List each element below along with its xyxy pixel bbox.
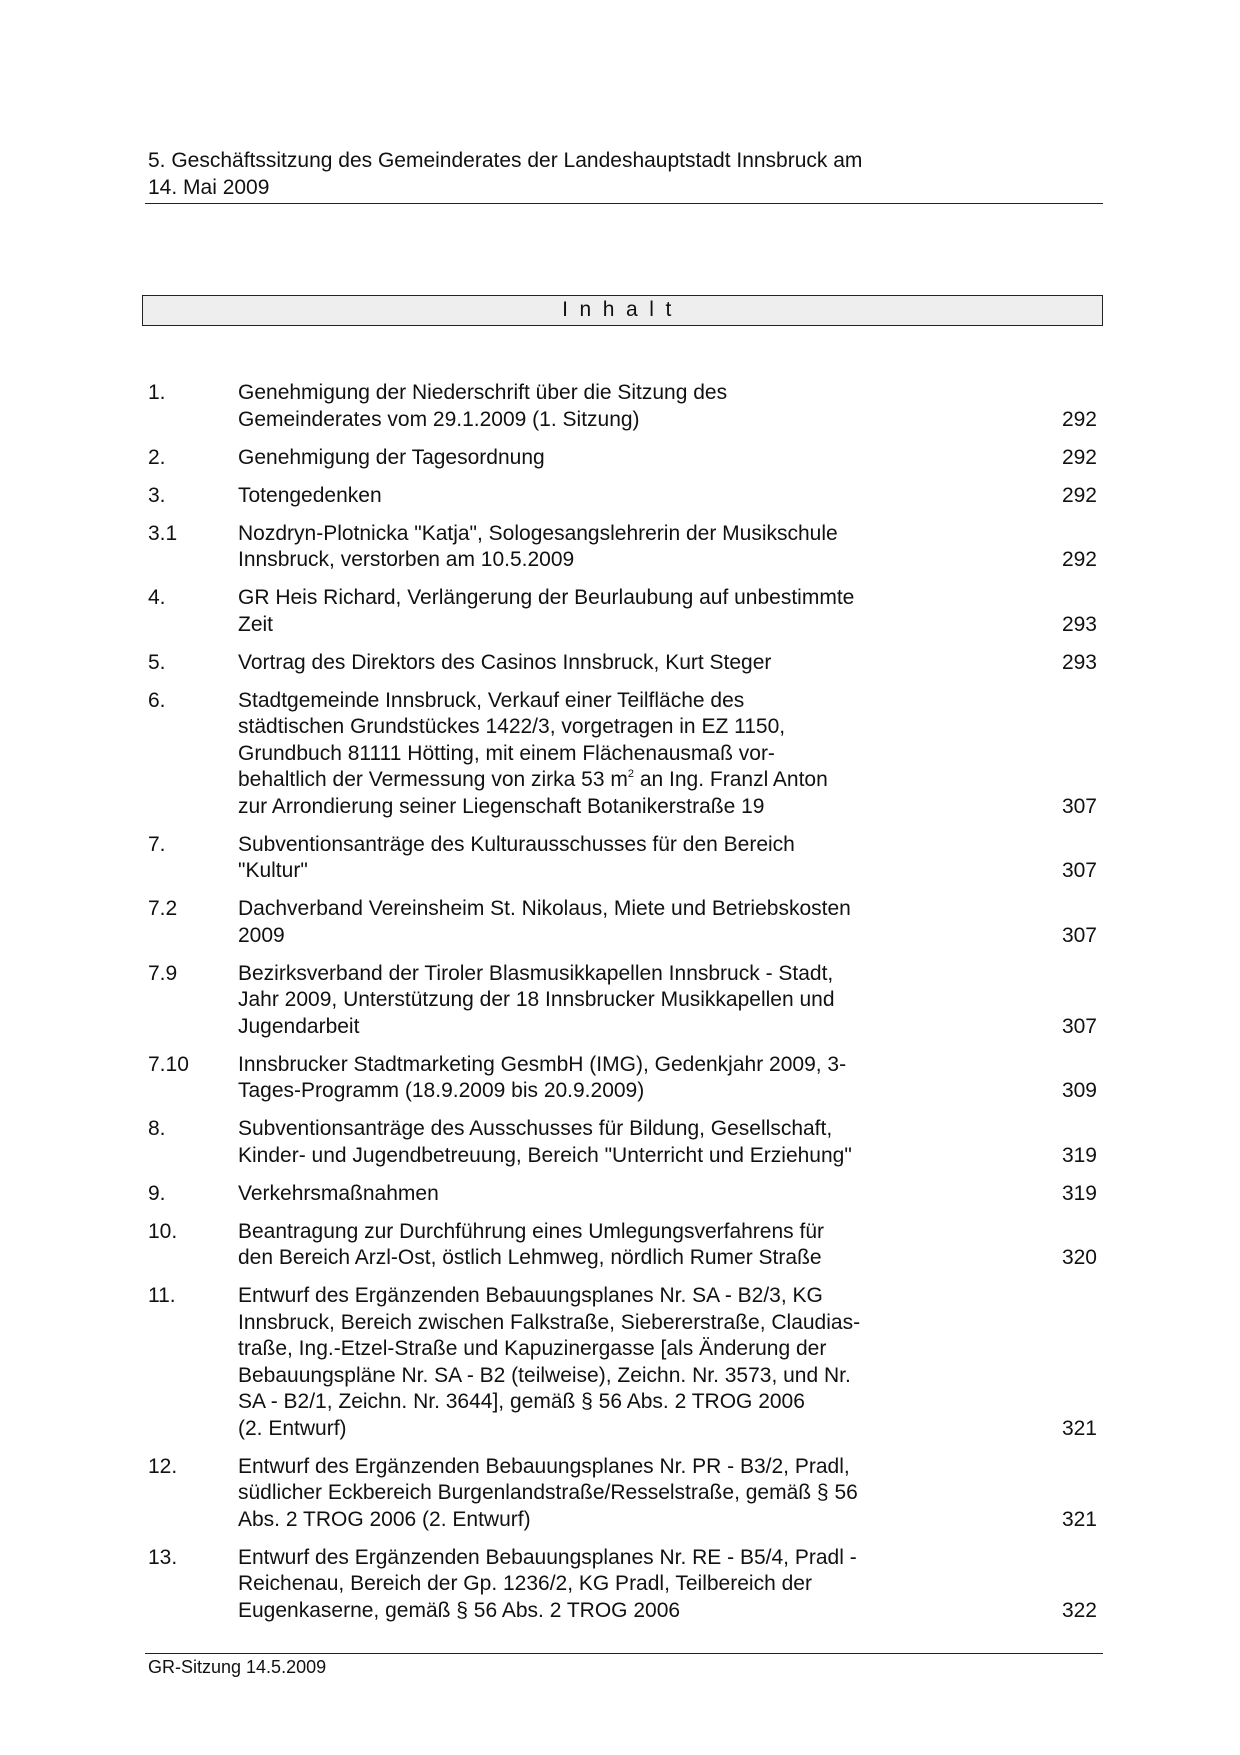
- toc-entry-number: 7.9: [148, 961, 178, 985]
- toc-entry-title: [238, 1219, 958, 1272]
- toc-entry-title-text: behaltlich der Vermessung von zirka 53 m: [238, 768, 628, 791]
- footer-divider: [145, 1653, 1103, 1654]
- toc-entry-title-line: Entwurf des Ergänzenden Bebauungsplanes Nr. SA - B2/3, KG: [238, 1284, 823, 1307]
- toc-entry-title: [238, 1052, 958, 1105]
- toc-entry: [148, 1545, 1103, 1625]
- toc-entry-title-line: GR Heis Richard, Verlängerung der Beurlaubung auf unbestimmte: [238, 586, 855, 609]
- toc-entry-number: 5.: [148, 650, 166, 674]
- toc-entry-title-line: Vortrag des Direktors des Casinos Innsbruck, Kurt Steger: [238, 650, 772, 674]
- toc-entry-title-line: 2009: [238, 923, 285, 947]
- toc-entry: [148, 832, 1103, 885]
- toc-entry-page-number: 321: [1061, 1416, 1097, 1440]
- toc-entry-title: [238, 1545, 958, 1625]
- header-line-2: 14. Mai 2009: [148, 176, 270, 199]
- toc-entry-number: 8.: [148, 1117, 166, 1140]
- toc-entry-title: [238, 1116, 958, 1169]
- toc-entry-number: 7.10: [148, 1052, 189, 1076]
- toc-entry-number: 7.: [148, 832, 166, 856]
- toc-entry-page-number: 292: [1061, 407, 1097, 431]
- toc-entry-title-line: Bezirksverband der Tiroler Blasmusikkapellen Innsbruck - Stadt,: [238, 961, 834, 985]
- toc-entry-page-number: 293: [1061, 612, 1097, 636]
- toc-entry-number: 3.: [148, 483, 166, 507]
- toc-entry-title: [238, 650, 958, 677]
- document-header: [148, 147, 1103, 201]
- toc-entry-title-line: Bebauungspläne Nr. SA - B2 (teilweise), Zeichn. Nr. 3573, und Nr.: [238, 1363, 851, 1387]
- toc-entry-page-number: 320: [1061, 1246, 1097, 1269]
- toc-entry: [148, 1283, 1103, 1442]
- toc-entry-title-line: "Kultur": [238, 859, 308, 882]
- toc-entry-title-line: Nozdryn-Plotnicka "Katja", Sologesangslehrerin der Musikschule: [238, 521, 838, 545]
- toc-entry-number: 9.: [148, 1181, 166, 1205]
- toc-entry-title-line: [238, 767, 958, 794]
- toc-entry-number: 12.: [148, 1454, 178, 1478]
- toc-entry-title-line: SA - B2/1, Zeichn. Nr. 3644], gemäß § 56 Abs. 2 TROG 2006: [238, 1390, 805, 1413]
- toc-entry: [148, 1219, 1103, 1272]
- toc-entry-title-line: Abs. 2 TROG 2006 (2. Entwurf): [238, 1507, 531, 1531]
- toc-entry-title: [238, 380, 958, 433]
- toc-entry-title-line: Stadtgemeinde Innsbruck, Verkauf einer Teilfläche des: [238, 688, 745, 712]
- toc-entry-title-line: städtischen Grundstückes 1422/3, vorgetragen in EZ 1150,: [238, 715, 786, 738]
- toc-entry-title-line: Kinder- und Jugendbetreuung, Bereich "Unterricht und Erziehung": [238, 1143, 852, 1167]
- toc-entry-title-line: südlicher Eckbereich Burgenlandstraße/Resselstraße, gemäß § 56: [238, 1481, 858, 1504]
- toc-entry-title-line: Tages-Programm (18.9.2009 bis 20.9.2009): [238, 1079, 645, 1102]
- toc-entry-page-number: 322: [1061, 1598, 1097, 1622]
- page-footer: GR-Sitzung 14.5.2009: [148, 1657, 327, 1677]
- toc-entry-title-line: (2. Entwurf): [238, 1416, 347, 1440]
- toc-entry: [148, 1116, 1103, 1169]
- toc-entry-title-line: Verkehrsmaßnahmen: [238, 1181, 439, 1205]
- toc-entry-title-line: Innsbruck, verstorben am 10.5.2009: [238, 548, 575, 571]
- toc-entry-title-line: Genehmigung der Tagesordnung: [238, 445, 545, 469]
- toc-entry-number: 6.: [148, 688, 166, 712]
- toc-entry-title: [238, 1454, 958, 1534]
- contents-title-box: [142, 295, 1103, 326]
- toc-entry-page-number: 292: [1061, 548, 1097, 571]
- toc-entry-title-line: Gemeinderates vom 29.1.2009 (1. Sitzung): [238, 407, 640, 431]
- toc-entry-page-number: 319: [1061, 1143, 1097, 1167]
- toc-entry: [148, 688, 1103, 821]
- toc-entry-title-line: Jugendarbeit: [238, 1014, 360, 1038]
- toc-entry-page-number: 292: [1061, 445, 1097, 469]
- toc-entry-page-number: 307: [1061, 859, 1097, 882]
- toc-entry-page-number: 319: [1061, 1181, 1097, 1205]
- toc-entry-number: 11.: [148, 1284, 176, 1307]
- toc-entry: [148, 483, 1103, 510]
- toc-entry-title-line: den Bereich Arzl-Ost, östlich Lehmweg, nördlich Rumer Straße: [238, 1246, 822, 1269]
- toc-entry-title-line: Zeit: [238, 612, 274, 636]
- toc-entry: [148, 650, 1103, 677]
- toc-entry-title: [238, 896, 958, 949]
- toc-entry-page-number: 309: [1061, 1079, 1097, 1102]
- superscript-exponent: 2: [627, 768, 634, 780]
- toc-entry-title: [238, 445, 958, 472]
- toc-entry-title-line: Genehmigung der Niederschrift über die Sitzung des: [238, 381, 728, 404]
- toc-entry-number: 3.1: [148, 521, 178, 545]
- toc-entry-number: 2.: [148, 445, 166, 469]
- toc-entry-title-line: Dachverband Vereinsheim St. Nikolaus, Miete und Betriebskosten: [238, 897, 851, 920]
- toc-entry: [148, 521, 1103, 574]
- toc-entry-title: [238, 585, 958, 638]
- toc-entry-number: 10.: [148, 1219, 178, 1243]
- toc-entry-title-line: Eugenkaserne, gemäß § 56 Abs. 2 TROG 2006: [238, 1598, 681, 1622]
- toc-entry-title: [238, 1283, 958, 1442]
- toc-entry: [148, 961, 1103, 1041]
- toc-entry-title-line: Innsbrucker Stadtmarketing GesmbH (IMG), Gedenkjahr 2009, 3-: [238, 1052, 847, 1076]
- toc-entry-number: 13.: [148, 1545, 178, 1569]
- toc-entry-title-line: Beantragung zur Durchführung eines Umlegungsverfahrens für: [238, 1219, 825, 1243]
- toc-entry-page-number: 293: [1061, 650, 1097, 674]
- toc-entry-number: 7.2: [148, 897, 178, 920]
- toc-entry: [148, 585, 1103, 638]
- toc-entry-title: [238, 688, 958, 821]
- toc-entry-title: [238, 483, 958, 510]
- toc-entry-title-line: Subventionsanträge des Ausschusses für Bildung, Gesellschaft,: [238, 1117, 833, 1140]
- toc-entry-title-line: Entwurf des Ergänzenden Bebauungsplanes Nr. RE - B5/4, Pradl -: [238, 1545, 857, 1569]
- toc-entry-title-text: an Ing. Franzl Anton: [634, 768, 828, 791]
- toc-entry-number: 4.: [148, 586, 166, 609]
- toc-entry-title-line: Entwurf des Ergänzenden Bebauungsplanes Nr. PR - B3/2, Pradl,: [238, 1454, 850, 1478]
- toc-entry-title: [238, 961, 958, 1041]
- toc-entry: [148, 1181, 1103, 1208]
- toc-entry-title: [238, 832, 958, 885]
- header-line-1: 5. Geschäftssitzung des Gemeinderates der Landeshauptstadt Innsbruck am: [148, 149, 863, 172]
- toc-entry-title-line: zur Arrondierung seiner Liegenschaft Botanikerstraße 19: [238, 794, 765, 818]
- toc-entry-title-line: Grundbuch 81111 Hötting, mit einem Flächenausmaß vor-: [238, 741, 775, 765]
- toc-entry-title-line: Subventionsanträge des Kulturausschusses für den Bereich: [238, 832, 795, 856]
- toc-entry-title-line: Jahr 2009, Unterstützung der 18 Innsbrucker Musikkapellen und: [238, 988, 835, 1011]
- toc-entry: [148, 1454, 1103, 1534]
- toc-entry-title-line: Totengedenken: [238, 483, 382, 507]
- contents-title: Inhalt: [562, 298, 683, 321]
- toc-entry-page-number: 321: [1061, 1507, 1097, 1531]
- toc-entry-number: 1.: [148, 381, 166, 404]
- toc-entry: [148, 1052, 1103, 1105]
- toc-entry: [148, 445, 1103, 472]
- table-of-contents: [148, 380, 1103, 1636]
- toc-entry-page-number: 307: [1061, 1014, 1097, 1038]
- toc-entry-title-line: Reichenau, Bereich der Gp. 1236/2, KG Pradl, Teilbereich der: [238, 1572, 812, 1595]
- toc-entry-title: [238, 521, 958, 574]
- toc-entry: [148, 896, 1103, 949]
- toc-entry-title-line: Innsbruck, Bereich zwischen Falkstraße, Siebererstraße, Claudias-: [238, 1310, 861, 1334]
- toc-entry-page-number: 307: [1061, 794, 1097, 818]
- header-divider: [145, 203, 1103, 204]
- toc-entry: [148, 380, 1103, 433]
- toc-entry-page-number: 292: [1061, 483, 1097, 507]
- toc-entry-title: [238, 1181, 958, 1208]
- toc-entry-title-line: traße, Ing.-Etzel-Straße und Kapuzinergasse [als Änderung der: [238, 1337, 827, 1360]
- toc-entry-page-number: 307: [1061, 923, 1097, 947]
